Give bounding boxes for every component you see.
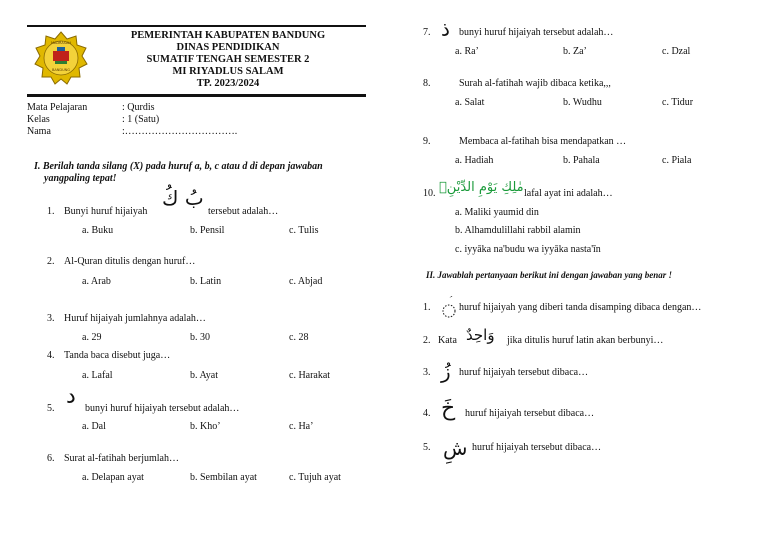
q1-option-b[interactable]: b. Pensil [190,225,225,236]
logo-top-text: MADRASAH [50,41,72,45]
essay5-number: 5. [423,442,431,453]
q6-text: Surat al-fatihah berjumlah… [64,453,179,464]
essay3-arabic: زُ [441,359,451,383]
logo-bottom-text: BANDUNG [51,68,71,72]
essay1-text: huruf hijaiyah yang diberi tanda disamping dibaca dengan… [459,302,702,313]
q5-post: bunyi huruf hijaiyah tersebut adalah… [85,403,240,414]
header-line-4: MI RIYADLUS SALAM [172,66,284,77]
q8-option-c[interactable]: c. Tidur [662,97,694,108]
section2-title: II. Jawablah pertanyaan berikut ini dengan jawaban yang benar ! [426,270,673,280]
q10-post: lafal ayat ini adalah… [524,188,613,199]
q7-number: 7. [423,27,431,38]
essay1-number: 1. [423,302,431,313]
q6-number: 6. [47,453,55,464]
q7-option-a[interactable]: a. Ra’ [455,46,479,57]
essay4-number: 4. [423,408,431,419]
essay1-dotted-circle [441,296,457,320]
q5-option-c[interactable]: c. Ha’ [289,421,314,432]
q8-option-b[interactable]: b. Wudhu [563,97,602,108]
essay3-number: 3. [423,367,431,378]
q1-post: tersebut adalah… [208,206,279,217]
essay4-text: huruf hijaiyah tersebut dibaca… [465,408,595,419]
essay5-arabic: شِ [443,436,468,460]
q1-option-a[interactable]: a. Buku [82,225,114,236]
q10-option-a[interactable]: a. Maliki yaumid din [455,207,539,218]
section1-title-line1: I. Berilah tanda silang (X) pada huruf a, b, c atau d di depan jawaban [34,161,323,172]
identity-label-class: Kelas [27,114,50,125]
q1-number: 1. [47,206,55,217]
q9-option-b[interactable]: b. Pahala [563,155,600,166]
q6-option-b[interactable]: b. Sembilan ayat [190,472,257,483]
q4-option-b[interactable]: b. Ayat [190,370,218,381]
header-line-1: PEMERINTAH KABUPATEN BANDUNG [130,30,326,41]
q7-post: bunyi huruf hijaiyah tersebut adalah… [459,27,614,38]
q6-option-a[interactable]: a. Delapan ayat [82,472,144,483]
identity-value-class: : 1 (Satu) [122,114,160,125]
q9-number: 9. [423,136,431,147]
q7-option-c[interactable]: c. Dzal [662,46,691,57]
q2-option-b[interactable]: b. Latin [190,276,222,287]
identity-value-name[interactable]: :……………………………. [122,126,238,137]
q2-option-c[interactable]: c. Abjad [289,276,323,287]
q5-number: 5. [47,403,55,414]
q1-option-c[interactable]: c. Tulis [289,225,319,236]
q2-number: 2. [47,256,55,267]
svg-text:ُ [449,296,453,298]
q8-number: 8. [423,78,431,89]
header-line-2: DINAS PENDIDIKAN [176,42,280,53]
q7-arabic: ذ [441,17,450,41]
essay2-pre: Kata [438,335,457,346]
identity-label-name: Nama [27,126,51,137]
header-line-3: SUMATIF TENGAH SEMESTER 2 [146,54,310,65]
q10-option-c[interactable]: c. iyyāka na'budu wa iyyāka nasta'īn [455,244,601,255]
essay2-text: jika ditulis huruf latin akan berbunyi… [507,335,664,346]
q3-text: Huruf hijaiyah jumlahnya adalah… [64,313,206,324]
q4-option-a[interactable]: a. Lafal [82,370,113,381]
identity-value-subject: : Qurdis [122,102,155,113]
q4-text: Tanda baca disebut juga… [64,350,171,361]
q3-option-a[interactable]: a. 29 [82,332,102,343]
identity-label-subject: Mata Pelajaran [27,102,88,113]
header-bottom-rule [27,94,366,97]
essay4-arabic: خَ [441,396,456,421]
q3-number: 3. [47,313,55,324]
section1-title-line2: yangpaling tepat! [44,173,117,184]
q10-option-b[interactable]: b. Alhamdulillahi rabbil alamin [455,225,581,236]
q9-option-a[interactable]: a. Hadiah [455,155,494,166]
header-line-5: TP. 2023/2024 [196,78,260,89]
essay5-text: huruf hijaiyah tersebut dibaca… [472,442,602,453]
q1-arabic: بُ كُ [162,186,204,210]
essay3-text: huruf hijaiyah tersebut dibaca… [459,367,589,378]
q3-option-b[interactable]: b. 30 [190,332,210,343]
q8-text: Surah al-fatihah wajib dibaca ketika,,, [459,78,611,89]
q5-option-b[interactable]: b. Kho’ [190,421,221,432]
q4-option-c[interactable]: c. Harakat [289,370,331,381]
q5-arabic: د [66,384,76,409]
q1-pre: Bunyi huruf hijaiyah [64,206,148,217]
q4-number: 4. [47,350,55,361]
essay2-number: 2. [423,335,431,346]
q5-option-a[interactable]: a. Dal [82,421,106,432]
school-logo [34,31,88,85]
header-top-rule [27,25,366,27]
q9-option-c[interactable]: c. Piala [662,155,692,166]
q7-option-b[interactable]: b. Za’ [563,46,587,57]
q6-option-c[interactable]: c. Tujuh ayat [289,472,341,483]
q2-text: Al-Quran ditulis dengan huruf… [64,256,196,267]
q9-text: Membaca al-fatihah bisa mendapatkan … [459,136,627,147]
q10-arabic: مٰلِكِ يَوْمِ الدِّيْنِۗ [439,180,524,195]
essay2-arabic: وَاحِدٌ [466,326,495,344]
q8-option-a[interactable]: a. Salat [455,97,485,108]
q2-option-a[interactable]: a. Arab [82,276,111,287]
q10-number: 10. [423,188,436,199]
q3-option-c[interactable]: c. 28 [289,332,309,343]
